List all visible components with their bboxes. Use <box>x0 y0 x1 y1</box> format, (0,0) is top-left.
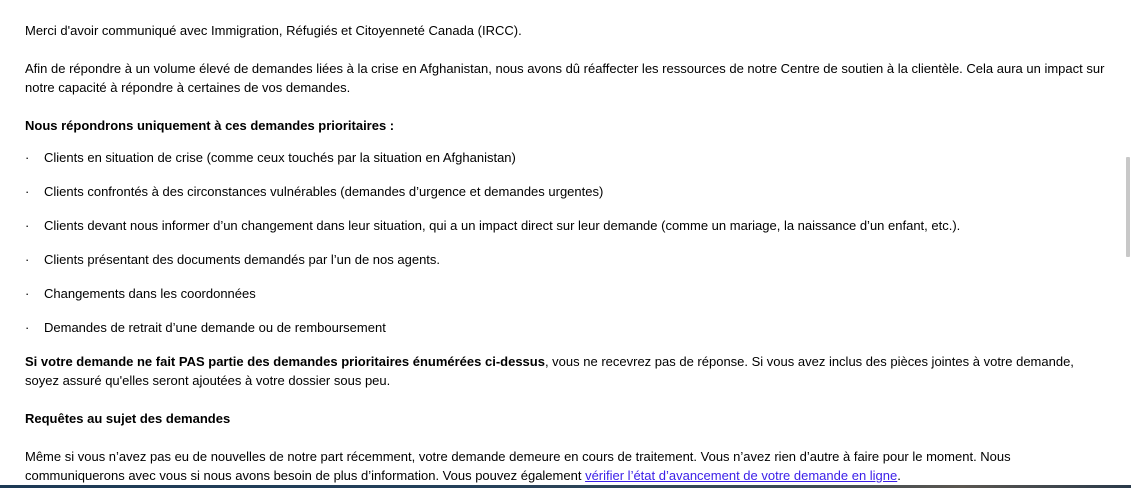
bullet-icon: · <box>25 218 30 233</box>
bullet-icon: · <box>25 150 30 165</box>
paragraph-crisis-line-2: notre capacité à répondre à certaines de vos demandes. <box>25 80 351 95</box>
inquiries-line-1: Même si vous n’avez pas eu de nouvelles de notre part récemment, votre demande demeure en cours de traitement. Vous n’avez rien d’autre à faire pour le moment. Nous <box>25 449 1011 464</box>
notice-rest-text: , vous ne recevrez pas de réponse. Si vous avez inclus des pièces jointes à votre demande, <box>544 354 1074 369</box>
bullet-icon: · <box>25 252 30 267</box>
list-item-text: Changements dans les coordonnées <box>44 286 256 301</box>
paragraph-crisis-line-1: Afin de répondre à un volume élevé de demandes liées à la crise en Afghanistan, nous avons dû réaffecter les ressources de notre Centre de soutien à la clientèle. Cela aura un impact sur <box>25 61 1105 76</box>
bullet-icon: · <box>25 184 30 199</box>
bullet-icon: · <box>25 286 30 301</box>
list-item-text: Clients confrontés à des circonstances vulnérables (demandes d’urgence et demandes urgentes) <box>44 184 604 199</box>
list-item-text: Clients présentant des documents demandés par l’un de nos agents. <box>44 252 441 267</box>
intro-text: Merci d'avoir communiqué avec Immigration, Réfugiés et Citoyenneté Canada (IRCC). <box>25 23 522 38</box>
inquiries-heading: Requêtes au sujet des demandes <box>25 411 231 426</box>
check-status-link[interactable]: vérifier l’état d’avancement de votre demande en ligne <box>585 468 898 483</box>
notice-line-2: soyez assuré qu'elles seront ajoutées à votre dossier sous peu. <box>25 373 391 388</box>
vertical-scrollbar[interactable] <box>1126 157 1130 257</box>
list-item-text: Demandes de retrait d’une demande ou de remboursement <box>44 320 386 335</box>
list-item-text: Clients devant nous informer d’un changement dans leur situation, qui a un impact direct sur leur demande (comme un mariage, la naissance d’un enfant, etc.). <box>44 218 961 233</box>
list-item-text: Clients en situation de crise (comme ceux touchés par la situation en Afghanistan) <box>44 150 516 165</box>
inquiries-line-2-end: . <box>897 468 901 483</box>
inquiries-line-2 <box>25 466 901 485</box>
priority-heading: Nous répondrons uniquement à ces demandes prioritaires : <box>25 118 395 133</box>
inquiries-line-2-text: communiquerons avec vous si nous avons besoin de plus d’information. Vous pouvez également <box>25 468 586 483</box>
notice-bold-text: Si votre demande ne fait PAS partie des demandes prioritaires énumérées ci-dessus <box>25 354 545 369</box>
bullet-icon: · <box>25 320 30 335</box>
notice-line-1 <box>25 352 1074 371</box>
